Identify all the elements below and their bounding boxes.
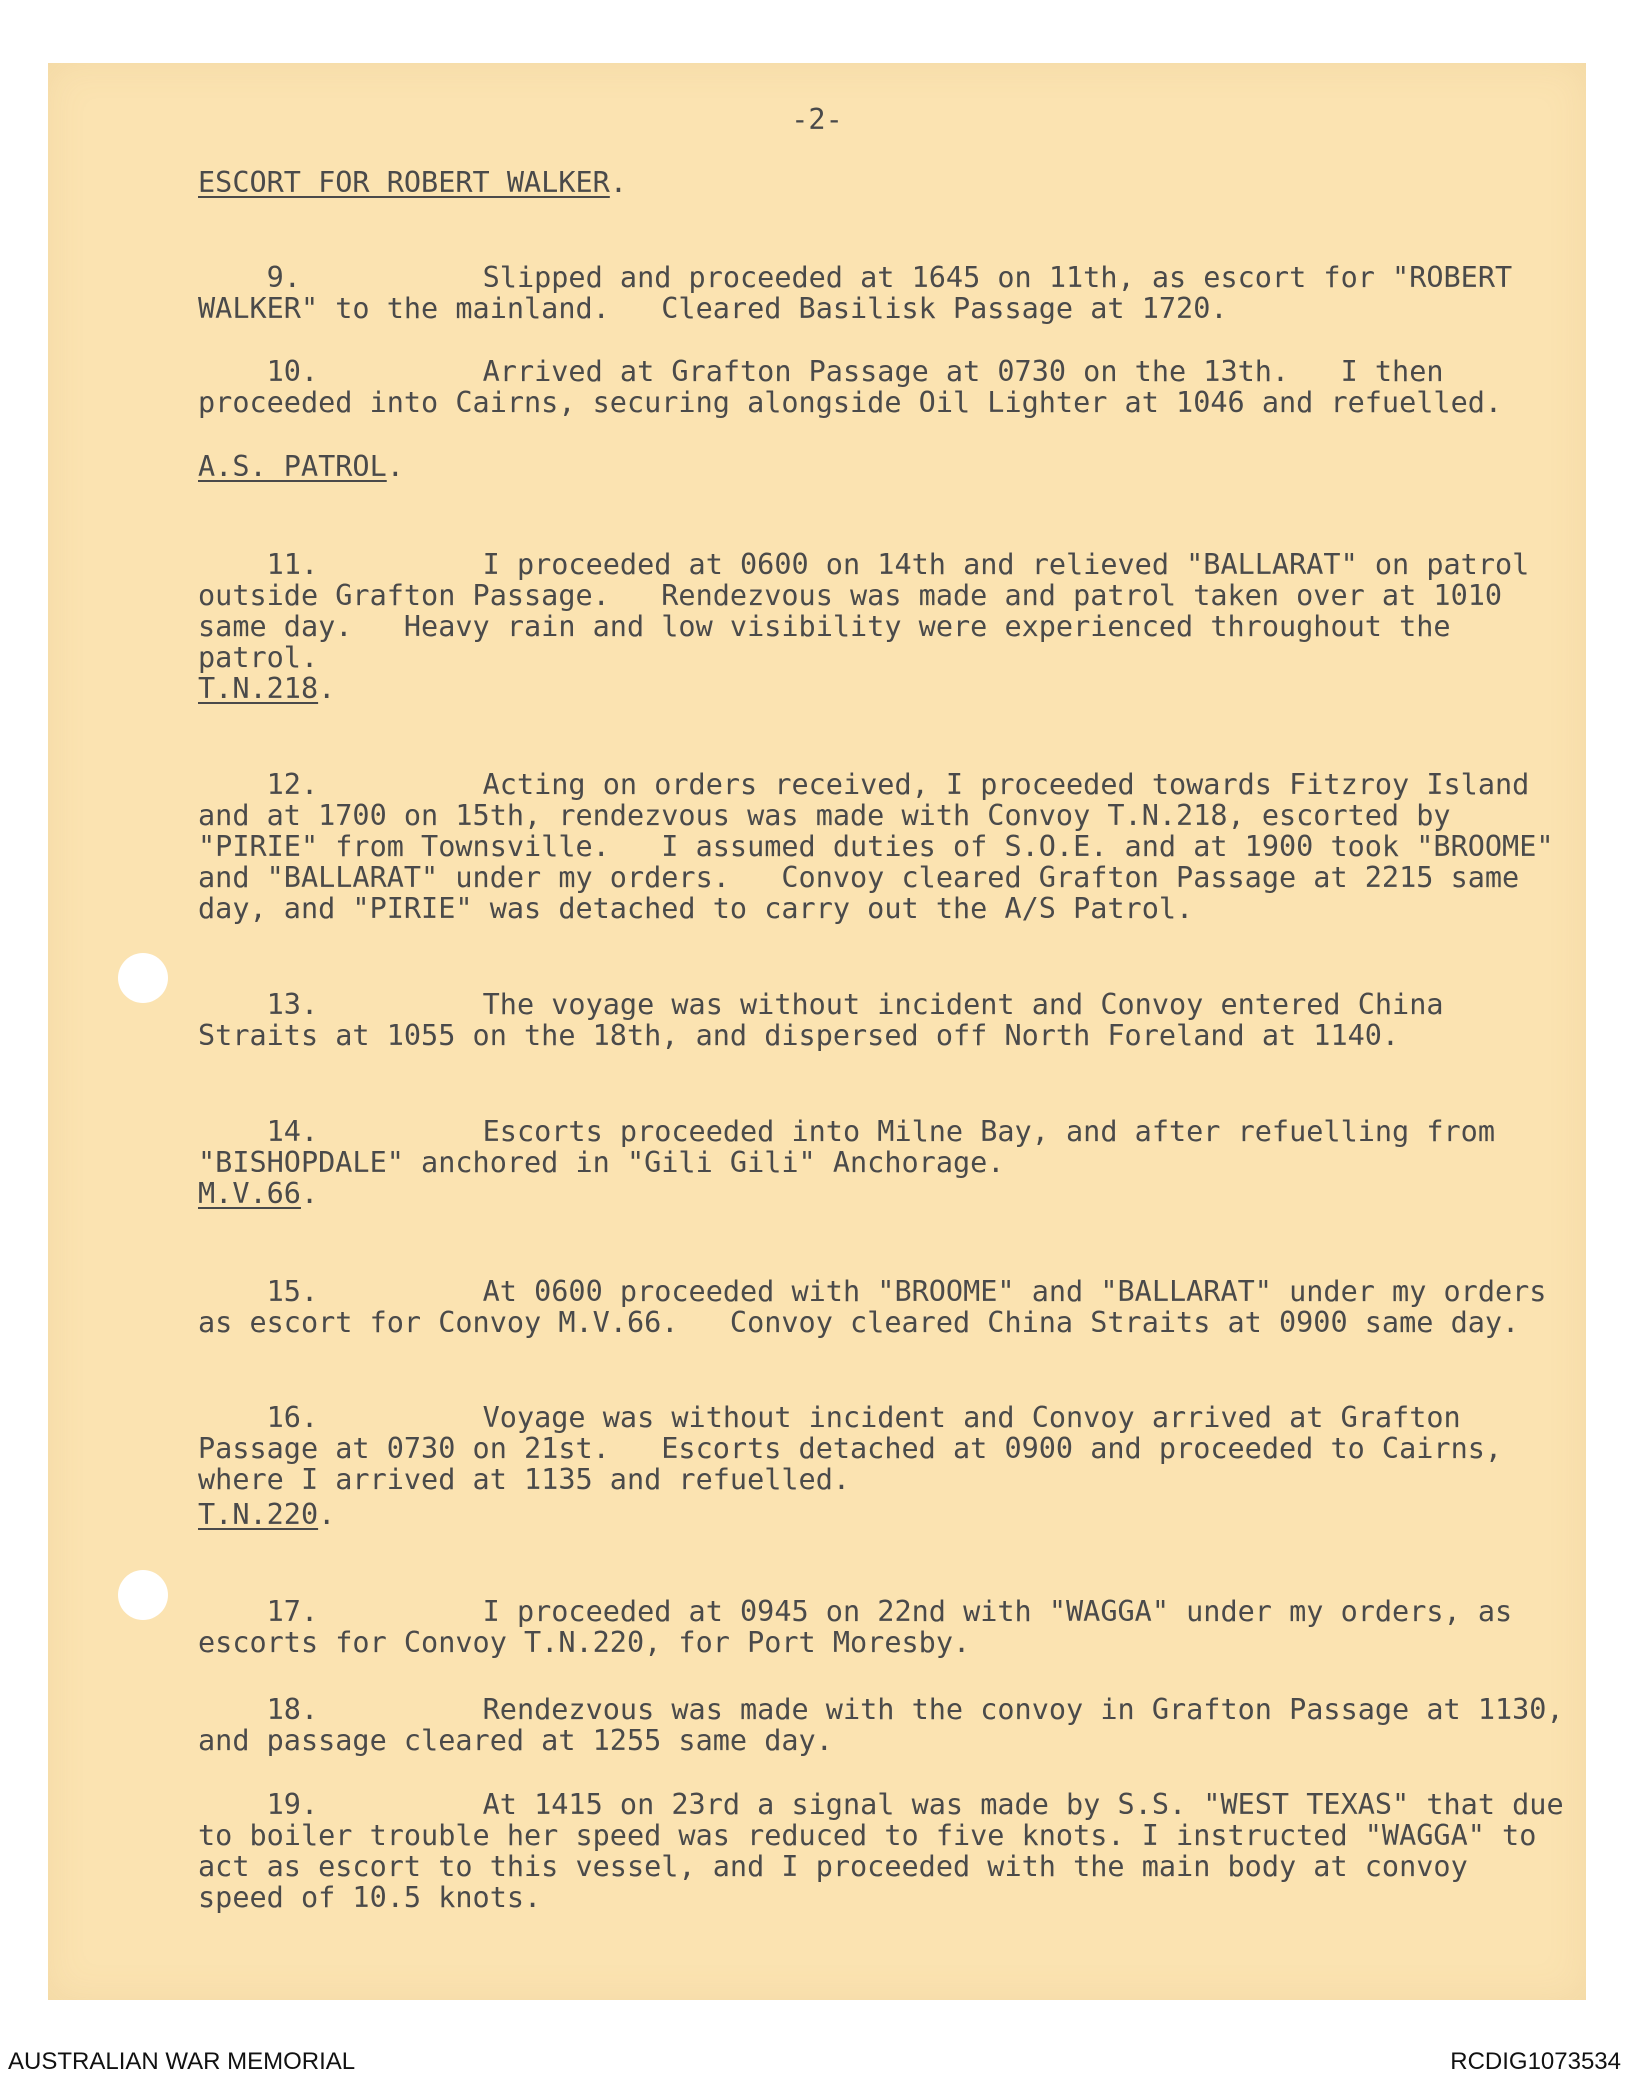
paragraph-18: 18. Rendezvous was made with the convoy in Grafton Passage at 1130, and passage cleared at 1255 same day. (198, 1693, 1581, 1757)
paragraph-10: 10. Arrived at Grafton Passage at 0730 on the 13th. I then proceeded into Cairns, securing alongside Oil Lighter at 1046 and refuelled. (198, 355, 1503, 419)
paragraph-12: 12. Acting on orders received, I proceeded towards Fitzroy Island and at 1700 on 15th, rendezvous was made with Convoy T.N.218, escorted by "PIRIE" from Townsville. I assumed duties of S.O.E. and at 1900 took "BROOME" and "BALLARAT" under my orders. Convoy cleared Grafton Passage at 2215 same day, and "PIRIE" was detached to carry out the A/S Patrol. (198, 768, 1571, 925)
paragraph-11: 11. I proceeded at 0600 on 14th and relieved "BALLARAT" on patrol outside Grafton Passage. Rendezvous was made and patrol taken over at 1010 same day. Heavy rain and low visibility were experienced throughout the patrol. (198, 548, 1547, 674)
paragraph-17: 17. I proceeded at 0945 on 22nd with "WAGGA" under my orders, as escorts for Convoy T.N.220, for Port Moresby. (198, 1595, 1530, 1659)
punch-hole-bottom (118, 1570, 168, 1620)
paragraph-9: 9. Slipped and proceeded at 1645 on 11th, as escort for "ROBERT WALKER" to the mainland. Cleared Basilisk Passage at 1720. (198, 261, 1530, 325)
document-page (48, 63, 1586, 2000)
paragraph-19: 19. At 1415 on 23rd a signal was made by S.S. "WEST TEXAS" that due to boiler trouble her speed was reduced to five knots. I instructed "WAGGA" to act as escort to this vessel, and I proceeded with the main body at convoy speed of 10.5 knots. (198, 1788, 1581, 1914)
paragraph-16: 16. Voyage was without incident and Convoy arrived at Grafton Passage at 0730 on 21st. Escorts detached at 0900 and proceeded to Cairns, where I arrived at 1135 and refuelled. (198, 1401, 1520, 1496)
page-number: -2- (791, 103, 843, 136)
paragraph-14: 14. Escorts proceeded into Milne Bay, and after refuelling from "BISHOPDALE" anchored in "Gili Gili" Anchorage. (198, 1115, 1513, 1179)
footer-record-id: RCDIG1073534 (1450, 2048, 1621, 2075)
section-heading: T.N.218. (198, 672, 336, 705)
section-heading: ESCORT FOR ROBERT WALKER. (198, 166, 627, 199)
punch-hole-top (118, 953, 168, 1003)
paragraph-13: 13. The voyage was without incident and Convoy entered China Straits at 1055 on the 18th, and dispersed off North Foreland at 1140. (198, 988, 1461, 1052)
paragraph-15: 15. At 0600 proceeded with "BROOME" and "BALLARAT" under my orders as escort for Convoy M.V.66. Convoy cleared China Straits at 0900 same day. (198, 1275, 1564, 1339)
section-heading: T.N.220. (198, 1498, 336, 1531)
section-heading: M.V.66. (198, 1177, 319, 1210)
footer-archive-name: AUSTRALIAN WAR MEMORIAL (8, 2048, 356, 2075)
section-heading: A.S. PATROL. (198, 450, 404, 483)
